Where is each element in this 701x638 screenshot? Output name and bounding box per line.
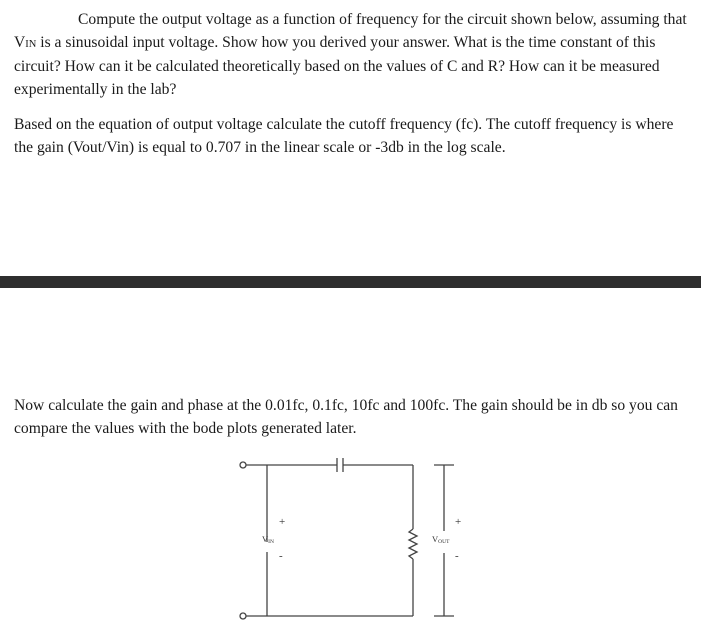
vout-plus-sign: + [455, 516, 462, 528]
capacitor-icon [337, 458, 343, 472]
question-paragraph-3: Now calculate the gain and phase at the 0.01fc, 0.1fc, 10fc and 100fc. The gain should be in db so you can compare the values with the bode plots generated later. [14, 397, 678, 437]
question-1-text-b: is a sinusoidal input voltage. Show how you derived your answer. What is the time constant of this circuit? How can it be calculated theoretically based on the values of C and R? How can it be measured experimentally in the lab? [14, 33, 660, 98]
input-terminal-bottom [240, 613, 246, 619]
vin-minus-sign: - [279, 550, 283, 562]
resistor-icon [409, 529, 417, 559]
vout-label: VOUT [432, 534, 450, 545]
vin-label: VIN [262, 534, 274, 545]
question-paragraph-1 [14, 9, 692, 101]
rc-circuit-diagram [230, 452, 490, 628]
vout-minus-sign: - [455, 550, 459, 562]
input-terminal-top [240, 462, 246, 468]
vin-plus-sign: + [279, 516, 286, 528]
section-divider [0, 276, 701, 288]
question-1-text-a: Compute the output voltage as a function of frequency for the circuit shown below, assuming that V [14, 11, 687, 51]
question-paragraph-2: Based on the equation of output voltage calculate the cutoff frequency (fc). The cutoff frequency is where the gain (Vout/Vin) is equal to 0.707 in the linear scale or -3db in the log scale. [14, 116, 674, 156]
vin-subscript-text: IN [25, 38, 37, 50]
